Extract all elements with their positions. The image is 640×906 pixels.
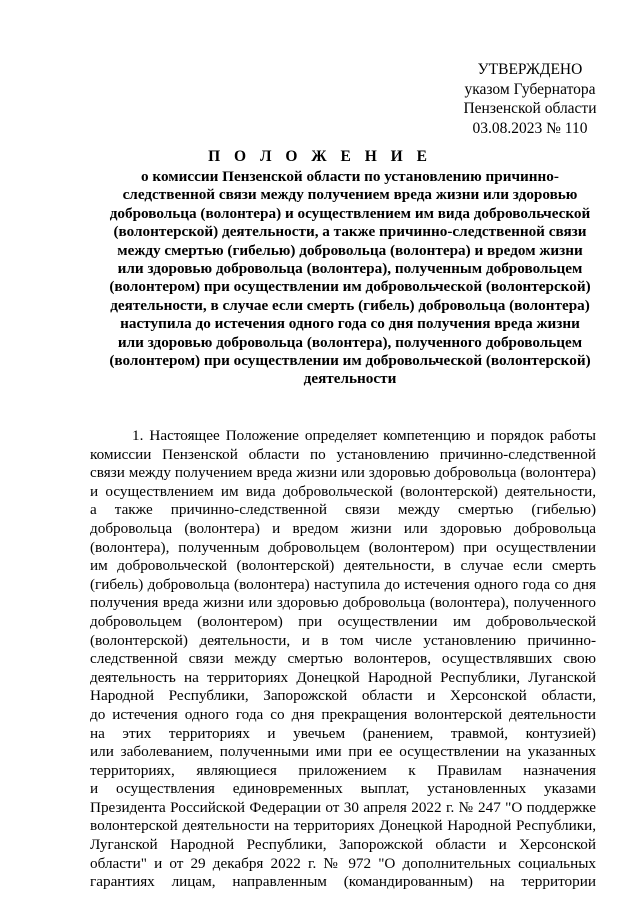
approval-line: указом Губернатора xyxy=(464,80,596,98)
paragraph-line: Луганской Народной Республики, Запорожской области и Херсонской xyxy=(90,836,596,854)
approval-stamp xyxy=(440,60,620,138)
paragraph-line: до истечения одного года со дня прекращения волонтерской деятельности xyxy=(90,705,596,723)
paragraph-line: на этих территориях и увечьем (ранением, травмой, контузией) xyxy=(90,724,596,742)
subtitle-line: или здоровью добровольца (волонтера), полученным добровольцем xyxy=(117,260,583,278)
paragraph-line: волонтерской деятельности на территориях Донецкой Народной Республики, xyxy=(90,817,596,835)
paragraph-line: Народной Республики, Запорожской области и Херсонской области, xyxy=(90,687,596,705)
paragraph-line: и осуществлением им вида добровольческой (волонтерской) деятельности, xyxy=(90,482,596,500)
subtitle-line: (волонтером) при осуществлении им добровольческой (волонтерской) xyxy=(109,278,591,296)
subtitle-line: (волонтером) при осуществлении им добровольческой (волонтерской) xyxy=(109,352,591,370)
subtitle-line: или здоровью добровольца (волонтера), полученного добровольцем xyxy=(117,333,583,351)
paragraph-line: комиссии Пензенской области по установлению причинно-следственной xyxy=(90,445,596,463)
paragraph-line: Президента Российской Федерации от 30 апреля 2022 г. № 247 "О поддержке xyxy=(90,798,596,816)
subtitle-line: наступила до истечения одного года со дня получения вреда жизни xyxy=(120,315,580,333)
subtitle-line: деятельности xyxy=(303,370,397,388)
paragraph-line: им добровольческой (волонтерской) деятельности, в случае если смерть xyxy=(90,557,596,575)
document-title: П О Л О Ж Е Н И Е xyxy=(208,148,432,165)
paragraph-line: (волонтера), полученным добровольцем (волонтером) при осуществлении xyxy=(90,538,596,556)
subtitle-line: о комиссии Пензенской области по установлению причинно- xyxy=(141,168,559,185)
paragraph-line: территориях, являющиеся приложением к Правилам назначения xyxy=(90,761,596,779)
approval-date-number: 03.08.2023 № 110 xyxy=(472,119,588,137)
paragraph-line: следственной связи между смертью волонтеров, осуществлявших свою xyxy=(90,650,596,668)
document-subtitle xyxy=(60,168,640,389)
subtitle-line: деятельности, в случае если смерть (гибель) добровольца (волонтера) xyxy=(110,296,590,314)
subtitle-line: (волонтерской) деятельности, а также причинно-следственной связи xyxy=(113,223,587,241)
paragraph-line: и осуществления единовременных выплат, установленных указами xyxy=(90,780,596,798)
paragraph-line: 1. Настоящее Положение определяет компетенцию и порядок работы xyxy=(132,427,596,444)
paragraph-line: а также причинно-следственной связи между смертью (гибелью) xyxy=(90,501,596,519)
paragraph-line: или заболеванием, полученными ими при ее осуществлении на указанных xyxy=(90,743,596,761)
approval-line: Пензенской области xyxy=(463,100,597,117)
paragraph-line: (гибель) добровольца (волонтера) наступила до истечения одного года со дня xyxy=(90,575,596,593)
paragraph-line: получения вреда жизни или здоровью добровольца (волонтера), полученного xyxy=(90,594,596,612)
paragraph-1 xyxy=(90,427,596,892)
subtitle-line: добровольца (волонтера) и осуществлением им вида добровольческой xyxy=(109,204,591,222)
subtitle-line: между смертью (гибелью) добровольца (волонтера) и вредом жизни xyxy=(117,241,583,259)
paragraph-line: (волонтерской) деятельности, и в том числе установлению причинно- xyxy=(90,631,596,649)
paragraph-line: связи между получением вреда жизни или здоровью добровольца (волонтера) xyxy=(90,464,596,482)
paragraph-line: области" и от 29 декабря 2022 г. № 972 "О дополнительных социальных xyxy=(90,854,596,872)
paragraph-line: гарантиях лицам, направленным (командированным) на территории xyxy=(90,873,596,891)
paragraph-line: добровольца (волонтера) и вредом жизни или здоровью добровольца xyxy=(90,519,596,537)
paragraph-line: деятельность на территориях Донецкой Народной Республики, Луганской xyxy=(90,668,596,686)
approval-line: УТВЕРЖДЕНО xyxy=(477,61,583,78)
paragraph-line: добровольцем (волонтером) при осуществлении им добровольческой xyxy=(90,612,596,630)
subtitle-line: следственной связи между получением вреда жизни или здоровью xyxy=(122,186,578,204)
